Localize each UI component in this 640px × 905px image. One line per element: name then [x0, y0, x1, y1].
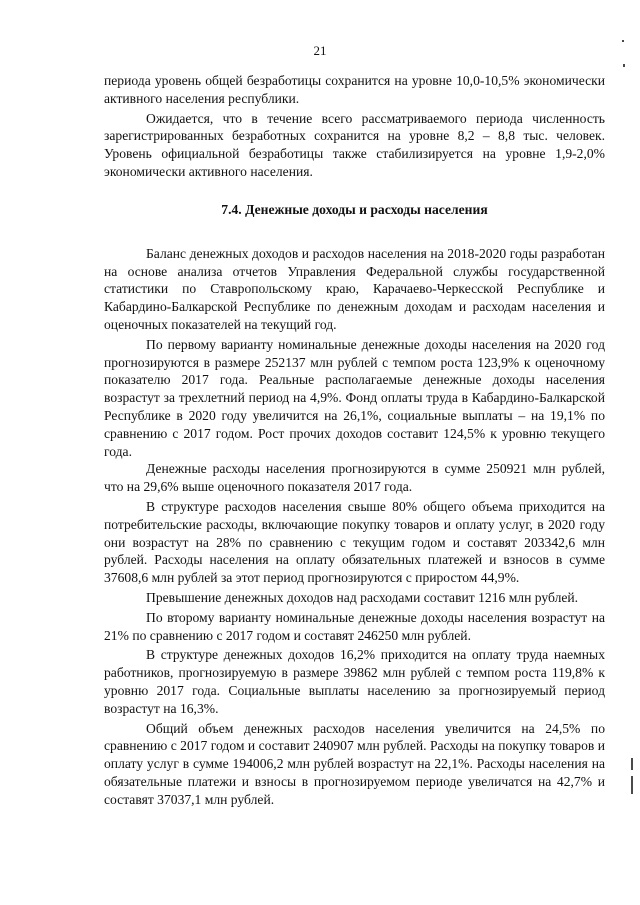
- paragraph-expense-structure: В структуре расходов населения свыше 80% общего объема приходится на потребительские расходы, включающие покупку товаров и оплату услуг, в 2020 году они возрастут на 28% по сравнению с текущим годом и составят 203342,6 млн рублей. Расходы населения на оплату обязательных платежей и взносов в сумме 37608,6 млн рублей за этот период прогнозируются с приростом 44,9%.: [104, 498, 605, 586]
- section-title: 7.4. Денежные доходы и расходы населения: [221, 201, 488, 217]
- page-number: 21: [313, 43, 327, 58]
- paragraph-second-variant-incomes: По второму варианту номинальные денежные доходы населения возрастут на 21% по сравнению с 2017 годом и составят 246250 млн рублей.: [104, 609, 605, 643]
- paragraph-first-variant-incomes: По первому варианту номинальные денежные доходы населения на 2020 год прогнозируются в размере 252137 млн рублей с темпом роста 123,9% к оценочному показателю 2017 года. Реальные располагаемые денежные доходы населения возрастут за трехлетний период на 4,9%. Фонд оплаты труда в Кабардино-Балкарской Республике в 2020 году увеличится на 26,1%, социальные выплаты – на 19,1% по сравнению с 2017 годом. Рост прочих доходов составит 124,5% к уровню текущего года.: [104, 336, 605, 459]
- paragraph-unemployment-level: периода уровень общей безработицы сохранится на уровне 10,0-10,5% экономически активного населения республики.: [104, 73, 605, 106]
- paragraph-income-excess: Превышение денежных доходов над расходами составит 1216 млн рублей.: [146, 589, 579, 605]
- document-body: [104, 72, 605, 808]
- scan-mark-right-1: [631, 758, 633, 770]
- paragraph-balance-basis: Баланс денежных доходов и расходов населения на 2018-2020 годы разработан на основе анализа отчетов Управления Федеральной службы государственной статистики по Ставропольскому краю, Карачаево-Черкесской Республике и Кабардино-Балкарской Республике по денежным доходам и расходам населения и оценочных показателей на текущий год.: [104, 245, 605, 332]
- scan-mark-right-2: [631, 776, 633, 794]
- scan-mark-top-1: [622, 40, 624, 42]
- paragraph-registered-unemployed: Ожидается, что в течение всего рассматриваемого периода численность зарегистрированных безработных сохранится на уровне 8,2 – 8,8 тыс. человек. Уровень официальной безработицы также стабилизируется на уровне 1,9-2,0% экономически активного населения.: [104, 110, 605, 179]
- paragraph-first-variant-expenses: Денежные расходы населения прогнозируются в сумме 250921 млн рублей, что на 29,6% выше оценочного показателя 2017 года.: [104, 461, 605, 495]
- scan-mark-top-2: [623, 64, 625, 67]
- paragraph-income-structure: В структуре денежных доходов 16,2% приходится на оплату труда наемных работников, прогнозируемую в размере 39862 млн рублей с темпом роста 119,8% к уровню 2017 года. Социальные выплаты населению за прогнозируемый период возрастут на 16,3%.: [104, 647, 605, 716]
- paragraph-second-variant-expenses: Общий объем денежных расходов населения увеличится на 24,5% по сравнению с 2017 годом и составит 240907 млн рублей. Расходы на покупку товаров и оплату услуг в сумме 194006,2 млн рублей возрастут на 22,1%. Расходы населения на обязательные платежи и взносы в прогнозируемом периоде увеличатся на 42,7% и составят 37037,1 млн рублей.: [104, 720, 605, 807]
